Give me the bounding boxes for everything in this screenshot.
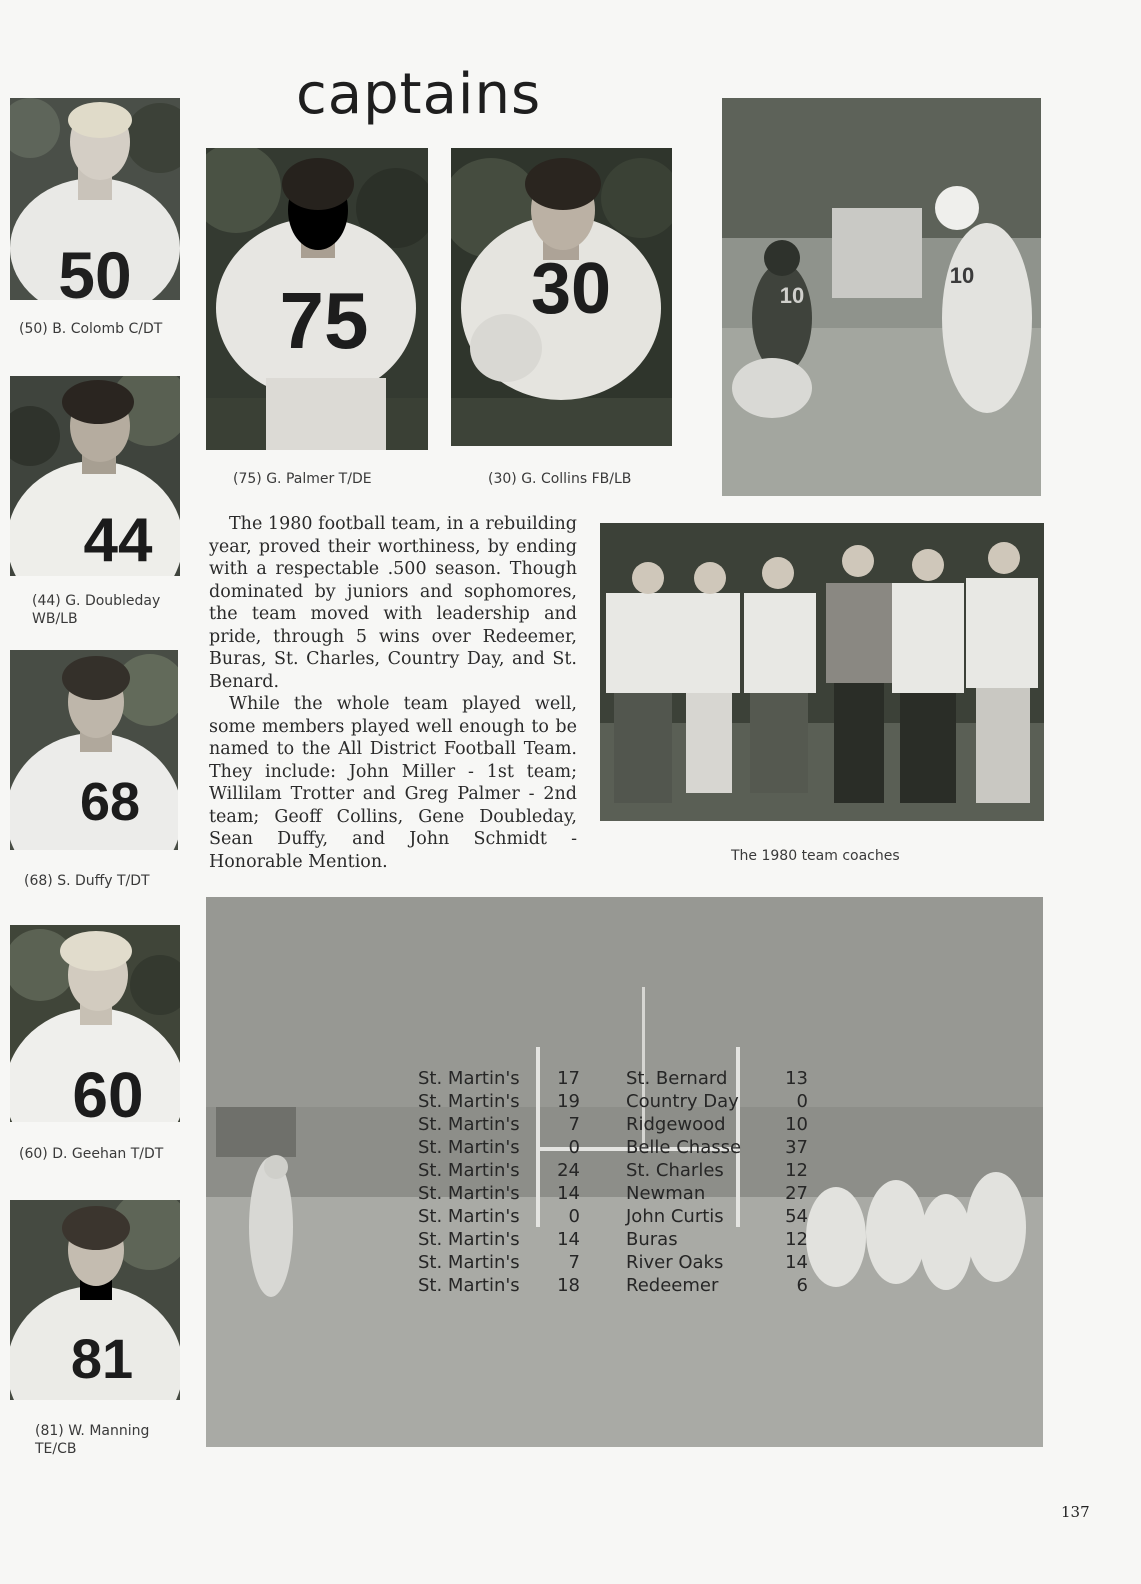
team-name: St. Martin's bbox=[418, 1183, 520, 1204]
team-name: St. Martin's bbox=[418, 1275, 520, 1296]
story-text bbox=[209, 513, 577, 873]
opponent-name: St. Charles bbox=[626, 1160, 724, 1181]
opponent-score: 10 bbox=[785, 1114, 808, 1135]
portrait-photo-44 bbox=[10, 376, 180, 576]
team-name: St. Martin's bbox=[418, 1160, 520, 1181]
portrait-photo-50 bbox=[10, 98, 180, 300]
opponent-name: Country Day bbox=[626, 1091, 739, 1112]
jersey-number: 30 bbox=[530, 249, 612, 329]
jersey-number: 44 bbox=[83, 506, 153, 575]
team-name: St. Martin's bbox=[418, 1229, 520, 1250]
portrait-caption-30: (30) G. Collins FB/LB bbox=[488, 471, 632, 487]
schedule-row bbox=[418, 1113, 818, 1136]
opponent-name: Ridgewood bbox=[626, 1114, 726, 1135]
jersey-number: 60 bbox=[72, 1059, 144, 1122]
portrait-photo-75 bbox=[206, 148, 428, 450]
team-name: St. Martin's bbox=[418, 1091, 520, 1112]
portrait-caption-60: (60) D. Geehan T/DT bbox=[19, 1146, 164, 1162]
opponent-score: 12 bbox=[785, 1229, 808, 1250]
portrait-caption-81: (81) W. Manning TE/CB bbox=[35, 1423, 150, 1457]
schedule-row bbox=[418, 1251, 818, 1274]
opponent-name: St. Bernard bbox=[626, 1068, 728, 1089]
opponent-score: 0 bbox=[796, 1091, 808, 1112]
jersey-number: 50 bbox=[58, 238, 132, 300]
story-paragraph: The 1980 football team, in a rebuilding year, proved their worthiness, by ending with a respectable .500 season. Though dominated by juniors and sophomores, the team moved with leadership and pride, through 5 wins over Redeemer, Buras, St. Charles, Country Day, and St. Benard. bbox=[209, 514, 577, 692]
team-score: 18 bbox=[557, 1275, 580, 1296]
jersey-number: 68 bbox=[79, 772, 141, 832]
portrait-photo-81 bbox=[10, 1200, 180, 1400]
team-score: 7 bbox=[568, 1114, 580, 1135]
opponent-name: John Curtis bbox=[626, 1206, 724, 1227]
portrait-caption-68: (68) S. Duffy T/DT bbox=[24, 873, 150, 889]
opponent-name: Buras bbox=[626, 1229, 678, 1250]
portrait-photo-30 bbox=[451, 148, 672, 446]
opponent-name: Belle Chasse bbox=[626, 1137, 742, 1158]
story-paragraph: While the whole team played well, some members played well enough to be named to the All District Football Team. They include: John Miller - 1st team; Willilam Trotter and Greg Palmer - 2nd team; Geoff Collins, Gene Doubleday, Sean Duffy, and John Schmidt - Honorable Mention. bbox=[209, 694, 577, 872]
coaches-caption: The 1980 team coaches bbox=[731, 848, 900, 864]
team-name: St. Martin's bbox=[418, 1137, 520, 1158]
jersey-number: 75 bbox=[279, 276, 369, 365]
opponent-score: 27 bbox=[785, 1183, 808, 1204]
schedule-row bbox=[418, 1159, 818, 1182]
portrait-caption-75: (75) G. Palmer T/DE bbox=[233, 471, 372, 487]
schedule-row bbox=[418, 1274, 818, 1297]
action-photo bbox=[722, 98, 1041, 496]
opponent-score: 13 bbox=[785, 1068, 808, 1089]
coaches-photo bbox=[600, 523, 1044, 821]
opponent-score: 54 bbox=[785, 1206, 808, 1227]
team-name: St. Martin's bbox=[418, 1252, 520, 1273]
jersey-number: 10 bbox=[949, 263, 975, 288]
jersey-number: 10 bbox=[779, 283, 805, 308]
schedule-row bbox=[418, 1182, 818, 1205]
team-score: 14 bbox=[557, 1229, 580, 1250]
team-name: St. Martin's bbox=[418, 1114, 520, 1135]
schedule-row bbox=[418, 1205, 818, 1228]
team-score: 19 bbox=[557, 1091, 580, 1112]
team-score: 0 bbox=[568, 1137, 580, 1158]
opponent-score: 37 bbox=[785, 1137, 808, 1158]
portrait-caption-44: (44) G. Doubleday WB/LB bbox=[32, 593, 161, 627]
portrait-photo-60 bbox=[10, 925, 180, 1122]
team-score: 0 bbox=[568, 1206, 580, 1227]
opponent-name: River Oaks bbox=[626, 1252, 724, 1273]
jersey-number: 81 bbox=[70, 1327, 134, 1390]
portrait-photo-68 bbox=[10, 650, 178, 850]
team-score: 14 bbox=[557, 1183, 580, 1204]
team-score: 24 bbox=[557, 1160, 580, 1181]
schedule-row bbox=[418, 1067, 818, 1090]
schedule-row bbox=[418, 1090, 818, 1113]
team-score: 7 bbox=[568, 1252, 580, 1273]
team-score: 17 bbox=[557, 1068, 580, 1089]
opponent-score: 6 bbox=[796, 1275, 808, 1296]
opponent-name: Newman bbox=[626, 1183, 706, 1204]
opponent-score: 14 bbox=[785, 1252, 808, 1273]
schedule-row bbox=[418, 1228, 818, 1251]
opponent-score: 12 bbox=[785, 1160, 808, 1181]
team-name: St. Martin's bbox=[418, 1068, 520, 1089]
team-name: St. Martin's bbox=[418, 1206, 520, 1227]
portrait-caption-50: (50) B. Colomb C/DT bbox=[19, 321, 163, 337]
schedule-table bbox=[418, 1067, 818, 1297]
page-number: 137 bbox=[1061, 1503, 1090, 1521]
page-title: captains bbox=[296, 62, 542, 127]
opponent-name: Redeemer bbox=[626, 1275, 719, 1296]
schedule-row bbox=[418, 1136, 818, 1159]
